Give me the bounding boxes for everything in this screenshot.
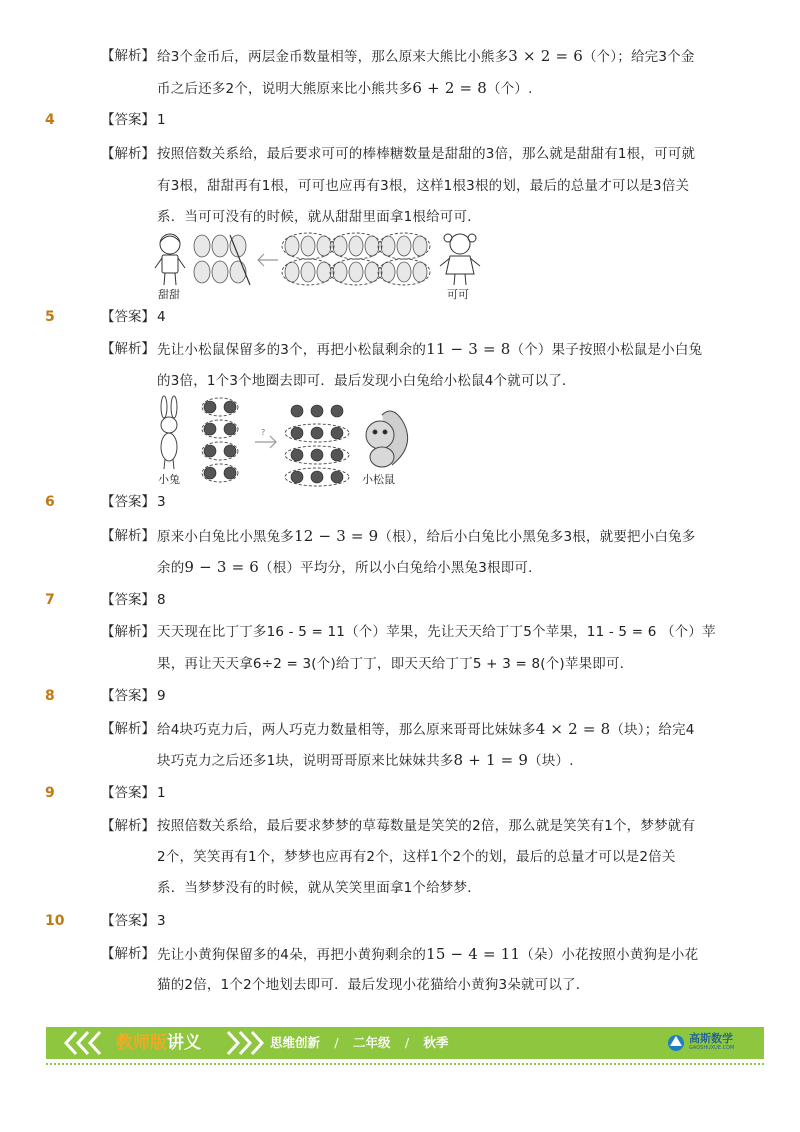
answer-value: 9 bbox=[157, 688, 166, 704]
q5-analysis-line2: 的3倍，1个3个地圈去即可．最后发现小白兔给小松鼠4个就可以了． bbox=[157, 373, 576, 389]
answer-tag: 【答案】 bbox=[101, 913, 155, 929]
footer-divider bbox=[46, 1063, 764, 1065]
answer-value: 3 bbox=[157, 913, 166, 929]
q7-analysis-line1: 天天现在比丁丁多16 - 5 = 11（个）苹果，先让天天给丁丁5个苹果，11 - 5 = 6 （个）苹 bbox=[157, 624, 716, 640]
question-number: 9 bbox=[45, 785, 55, 801]
analysis-tag: 【解析】 bbox=[101, 818, 155, 834]
question-number: 10 bbox=[45, 913, 65, 929]
q10-analysis-line1: 先让小黄狗保留多的4朵，再把小黄狗剩余的15 − 4 = 11（朵）小花按照小黄狗是小花 bbox=[157, 945, 699, 963]
q6-analysis-line2: 余的9 − 3 = 6（根）平均分，所以小白兔给小黑兔3根即可． bbox=[157, 558, 542, 576]
answer-value: 8 bbox=[157, 592, 166, 608]
acorn-group-left bbox=[204, 401, 236, 479]
squirrel-figure bbox=[366, 411, 408, 467]
acorn-group-right bbox=[291, 405, 343, 483]
q5-analysis-line1: 先让小松鼠保留多的3个，再把小松鼠剩余的11 − 3 = 8（个）果子按照小松鼠是小白兔 bbox=[157, 340, 703, 358]
q9-analysis-line3: 系．当梦梦没有的时候，就从笑笑里面拿1个给梦梦． bbox=[157, 880, 481, 896]
question-number: 7 bbox=[45, 592, 55, 608]
answer-value: 4 bbox=[157, 309, 166, 325]
girl-figure-left bbox=[155, 234, 185, 285]
arrow-left-icon bbox=[258, 254, 278, 266]
answer-value: 1 bbox=[157, 112, 166, 128]
q7-analysis-line2: 果，再让天天拿6÷2 = 3(个)给丁丁，即天天给丁丁5 + 3 = 8(个)苹果即可． bbox=[157, 656, 634, 672]
logo-icon bbox=[666, 1033, 686, 1053]
footer-breadcrumb: 思维创新 / 二年级 / 秋季 bbox=[270, 1035, 449, 1050]
chevron-left-icon bbox=[56, 1030, 116, 1056]
lollipop-group-left bbox=[194, 235, 246, 283]
analysis-tag: 【解析】 bbox=[101, 341, 155, 357]
q8-analysis-line2: 块巧克力之后还多1块，说明哥哥原来比妹妹共多8 + 1 = 9（块）. bbox=[157, 751, 574, 769]
label-rabbit: 小兔 bbox=[158, 473, 180, 486]
question-number: 6 bbox=[45, 494, 55, 510]
q4-analysis-line2: 有3根，甜甜再有1根，可可也应再有3根，这样1根3根的划，最后的总量才可以是3倍关 bbox=[157, 178, 690, 194]
q3-analysis-line1: 给3个金币后，两层金币数量相等，那么原来大熊比小熊多3 × 2 = 6（个）；给完3个金 bbox=[157, 47, 695, 65]
answer-tag: 【答案】 bbox=[101, 592, 155, 608]
answer-tag: 【答案】 bbox=[101, 112, 155, 128]
label-tiantian: 甜甜 bbox=[158, 288, 180, 301]
girl-figure-right bbox=[440, 234, 480, 285]
analysis-tag: 【解析】 bbox=[101, 146, 155, 162]
q3-analysis-line2: 币之后还多2个，说明大熊原来比小熊共多6 + 2 = 8（个）. bbox=[157, 79, 533, 97]
q6-analysis-line1: 原来小白兔比小黑兔多12 − 3 = 9（根），给后小白兔比小黑兔多3根，就要把小白兔多 bbox=[157, 527, 696, 545]
question-number: 4 bbox=[45, 112, 55, 128]
brand-logo: 高斯数学 GAOSHUXUE.COM bbox=[666, 1030, 758, 1056]
q5-figure bbox=[152, 395, 422, 489]
rabbit-figure bbox=[161, 396, 177, 469]
q8-analysis-line1: 给4块巧克力后，两人巧克力数量相等，那么原来哥哥比妹妹多4 × 2 = 8（块）；给完4 bbox=[157, 720, 695, 738]
q4-analysis-line1: 按照倍数关系给，最后要求可可的棒棒糖数量是甜甜的3倍，那么就是甜甜有1根，可可就 bbox=[157, 146, 696, 162]
analysis-tag: 【解析】 bbox=[101, 528, 155, 544]
q9-analysis-line1: 按照倍数关系给，最后要求梦梦的草莓数量是笑笑的2倍，那么就是笑笑有1个，梦梦就有 bbox=[157, 818, 696, 834]
answer-tag: 【答案】 bbox=[101, 309, 155, 325]
analysis-tag: 【解析】 bbox=[101, 48, 155, 64]
analysis-tag: 【解析】 bbox=[101, 624, 155, 640]
chevron-right-icon bbox=[224, 1030, 264, 1056]
analysis-tag: 【解析】 bbox=[101, 946, 155, 962]
analysis-tag: 【解析】 bbox=[101, 721, 155, 737]
label-keke: 可可 bbox=[447, 288, 469, 301]
arrow-mark: ? bbox=[261, 428, 266, 437]
q4-analysis-line3: 系．当可可没有的时候，就从甜甜里面拿1根给可可． bbox=[157, 209, 481, 225]
footer-banner bbox=[46, 1027, 764, 1059]
answer-value: 3 bbox=[157, 494, 166, 510]
answer-tag: 【答案】 bbox=[101, 688, 155, 704]
q10-analysis-line2: 猫的2倍，1个2个地划去即可．最后发现小花猫给小黄狗3朵就可以了． bbox=[157, 977, 590, 993]
label-squirrel: 小松鼠 bbox=[362, 473, 395, 486]
question-number: 5 bbox=[45, 309, 55, 325]
answer-tag: 【答案】 bbox=[101, 785, 155, 801]
question-number: 8 bbox=[45, 688, 55, 704]
footer-title: 教师版讲义 bbox=[116, 1033, 201, 1053]
answer-tag: 【答案】 bbox=[101, 494, 155, 510]
q9-analysis-line2: 2个，笑笑再有1个，梦梦也应再有2个，这样1个2个的划，最后的总量才可以是2倍关 bbox=[157, 849, 676, 865]
q4-figure bbox=[150, 230, 490, 302]
answer-value: 1 bbox=[157, 785, 166, 801]
arrow-right-icon bbox=[255, 436, 276, 448]
